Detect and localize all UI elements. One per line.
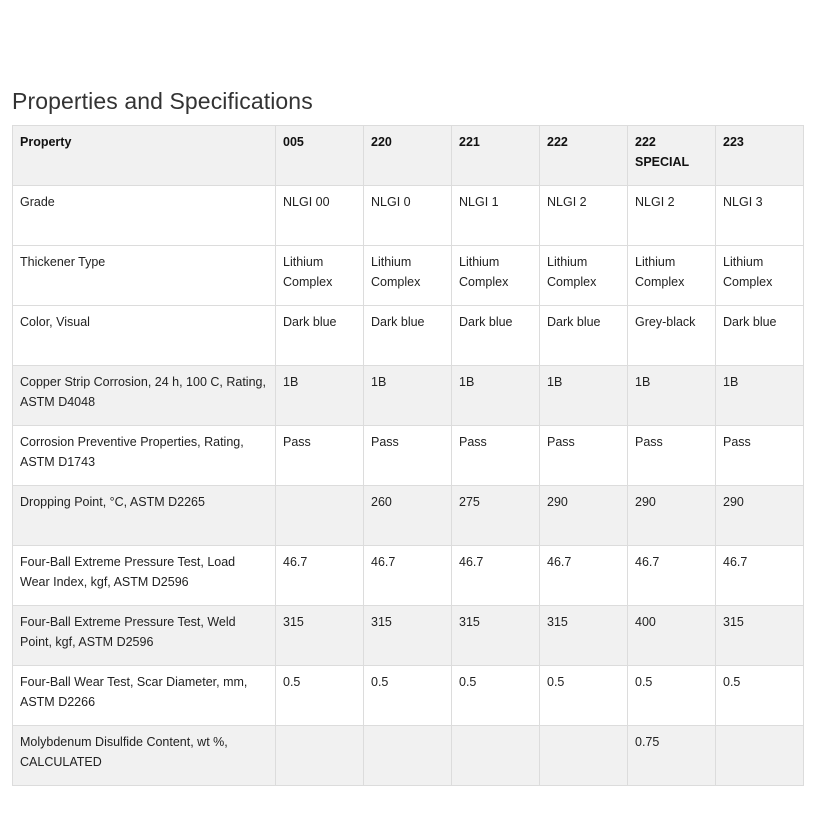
table-cell: 1B: [452, 366, 540, 426]
table-row: [13, 666, 804, 726]
row-property-label: Copper Strip Corrosion, 24 h, 100 C, Rating, ASTM D4048: [13, 366, 276, 426]
table-cell: 46.7: [364, 546, 452, 606]
table-cell: 290: [540, 486, 628, 546]
table-cell: NLGI 0: [364, 186, 452, 246]
table-row: [13, 486, 804, 546]
table-cell: [716, 726, 804, 786]
table-cell: [364, 726, 452, 786]
table-cell: 0.75: [628, 726, 716, 786]
column-header-005: 005: [276, 126, 364, 186]
row-property-label: Four-Ball Extreme Pressure Test, Weld Point, kgf, ASTM D2596: [13, 606, 276, 666]
table-cell: NLGI 2: [540, 186, 628, 246]
table-cell: 0.5: [628, 666, 716, 726]
column-header-222: 222: [540, 126, 628, 186]
table-cell: Lithium Complex: [716, 246, 804, 306]
table-cell: NLGI 2: [628, 186, 716, 246]
table-row: [13, 606, 804, 666]
row-property-label: Grade: [13, 186, 276, 246]
table-cell: 290: [716, 486, 804, 546]
table-cell: 315: [452, 606, 540, 666]
table-cell: 1B: [276, 366, 364, 426]
table-cell: 0.5: [364, 666, 452, 726]
table-cell: Pass: [540, 426, 628, 486]
table-cell: 46.7: [540, 546, 628, 606]
row-property-label: Molybdenum Disulfide Content, wt %, CALCULATED: [13, 726, 276, 786]
table-cell: Dark blue: [452, 306, 540, 366]
row-property-label: Corrosion Preventive Properties, Rating, ASTM D1743: [13, 426, 276, 486]
specifications-table: [12, 125, 804, 786]
table-cell: Lithium Complex: [276, 246, 364, 306]
table-cell: Pass: [716, 426, 804, 486]
table-cell: [540, 726, 628, 786]
column-header-221: 221: [452, 126, 540, 186]
table-cell: 275: [452, 486, 540, 546]
table-cell: 260: [364, 486, 452, 546]
table-cell: NLGI 00: [276, 186, 364, 246]
table-cell: [452, 726, 540, 786]
table-row: [13, 546, 804, 606]
table-cell: 315: [540, 606, 628, 666]
table-cell: 46.7: [628, 546, 716, 606]
table-cell: Pass: [276, 426, 364, 486]
table-row: [13, 186, 804, 246]
table-cell: Dark blue: [364, 306, 452, 366]
table-cell: 315: [276, 606, 364, 666]
table-cell: Pass: [628, 426, 716, 486]
table-cell: Grey-black: [628, 306, 716, 366]
table-cell: 46.7: [276, 546, 364, 606]
specifications-table-container: [12, 125, 804, 769]
table-cell: NLGI 3: [716, 186, 804, 246]
page-title: Properties and Specifications: [12, 88, 313, 114]
table-cell: Lithium Complex: [364, 246, 452, 306]
row-property-label: Four-Ball Extreme Pressure Test, Load Wear Index, kgf, ASTM D2596: [13, 546, 276, 606]
table-cell: 0.5: [452, 666, 540, 726]
table-cell: 1B: [364, 366, 452, 426]
table-cell: 0.5: [716, 666, 804, 726]
table-cell: Lithium Complex: [540, 246, 628, 306]
table-row: [13, 306, 804, 366]
table-row: [13, 726, 804, 786]
table-cell: Lithium Complex: [628, 246, 716, 306]
table-cell: [276, 726, 364, 786]
table-cell: Lithium Complex: [452, 246, 540, 306]
table-cell: 400: [628, 606, 716, 666]
table-cell: Dark blue: [716, 306, 804, 366]
column-header-property: Property: [13, 126, 276, 186]
table-cell: Pass: [452, 426, 540, 486]
table-cell: 46.7: [716, 546, 804, 606]
table-header-row: [13, 126, 804, 186]
row-property-label: Thickener Type: [13, 246, 276, 306]
table-cell: 0.5: [540, 666, 628, 726]
table-cell: 1B: [628, 366, 716, 426]
table-cell: Pass: [364, 426, 452, 486]
table-row: [13, 366, 804, 426]
table-cell: 0.5: [276, 666, 364, 726]
column-header-222-special: 222 SPECIAL: [628, 126, 716, 186]
table-row: [13, 426, 804, 486]
row-property-label: Dropping Point, °C, ASTM D2265: [13, 486, 276, 546]
table-cell: 1B: [540, 366, 628, 426]
table-cell: 315: [716, 606, 804, 666]
table-cell: Dark blue: [540, 306, 628, 366]
table-cell: Dark blue: [276, 306, 364, 366]
table-row: [13, 246, 804, 306]
table-cell: 315: [364, 606, 452, 666]
table-cell: [276, 486, 364, 546]
table-cell: 46.7: [452, 546, 540, 606]
column-header-220: 220: [364, 126, 452, 186]
table-cell: NLGI 1: [452, 186, 540, 246]
table-cell: 1B: [716, 366, 804, 426]
row-property-label: Four-Ball Wear Test, Scar Diameter, mm, ASTM D2266: [13, 666, 276, 726]
column-header-223: 223: [716, 126, 804, 186]
table-cell: 290: [628, 486, 716, 546]
row-property-label: Color, Visual: [13, 306, 276, 366]
